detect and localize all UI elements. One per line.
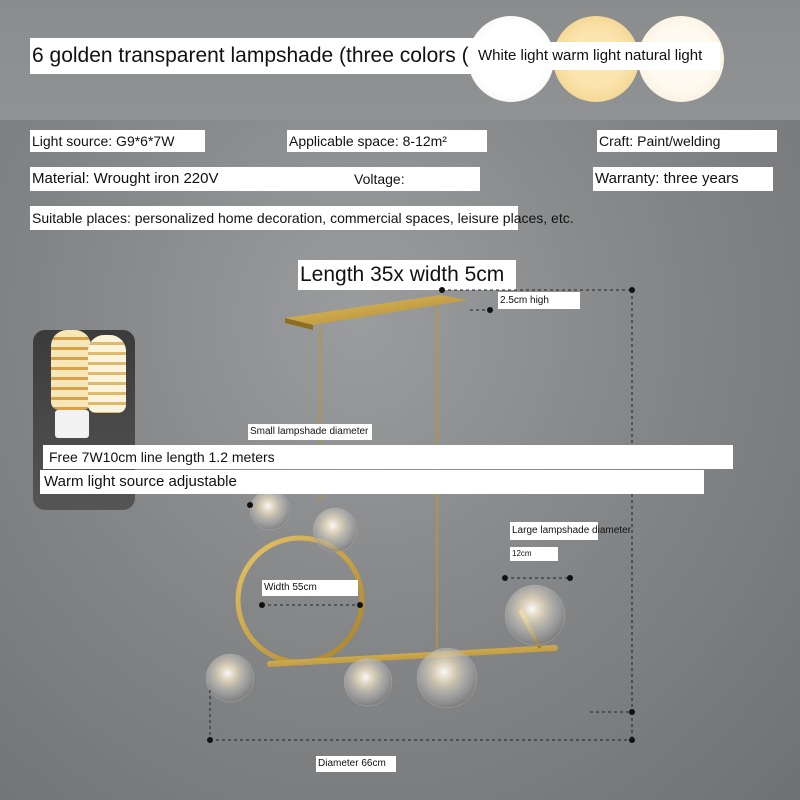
- spec-craft: Craft: Paint/welding: [597, 130, 777, 152]
- light-colors-label: White light warm light natural light: [476, 42, 720, 70]
- dimension-length-label: Length 35x width 5cm: [298, 260, 516, 290]
- spec-suitable-places: Suitable places: personalized home decoration, commercial spaces, leisure places, etc.: [30, 206, 518, 230]
- spec-light-source: Light source: G9*6*7W: [30, 130, 205, 152]
- feature-line-length: Free 7W10cm line length 1.2 meters: [43, 445, 733, 469]
- diameter-label: Diameter 66cm: [316, 756, 396, 772]
- spec-voltage: Voltage:: [352, 167, 480, 191]
- width-label: Width 55cm: [262, 580, 358, 596]
- page-title: 6 golden transparent lampshade (three colors (: [30, 38, 480, 74]
- small-shade-label: Small lampshade diameter: [248, 424, 372, 440]
- large-shade-label: Large lampshade diameter: [510, 522, 598, 540]
- bulb-icon: [51, 330, 91, 410]
- spec-warranty: Warranty: three years: [593, 167, 773, 191]
- large-shade-value: 12cm: [510, 547, 558, 561]
- bulb-icon: [88, 335, 126, 413]
- dimension-height-label: 2.5cm high: [498, 292, 580, 309]
- spec-applicable-space: Applicable space: 8-12m²: [287, 130, 487, 152]
- spec-material: Material: Wrought iron 220V: [30, 167, 370, 191]
- feature-warm-light: Warm light source adjustable: [40, 470, 704, 494]
